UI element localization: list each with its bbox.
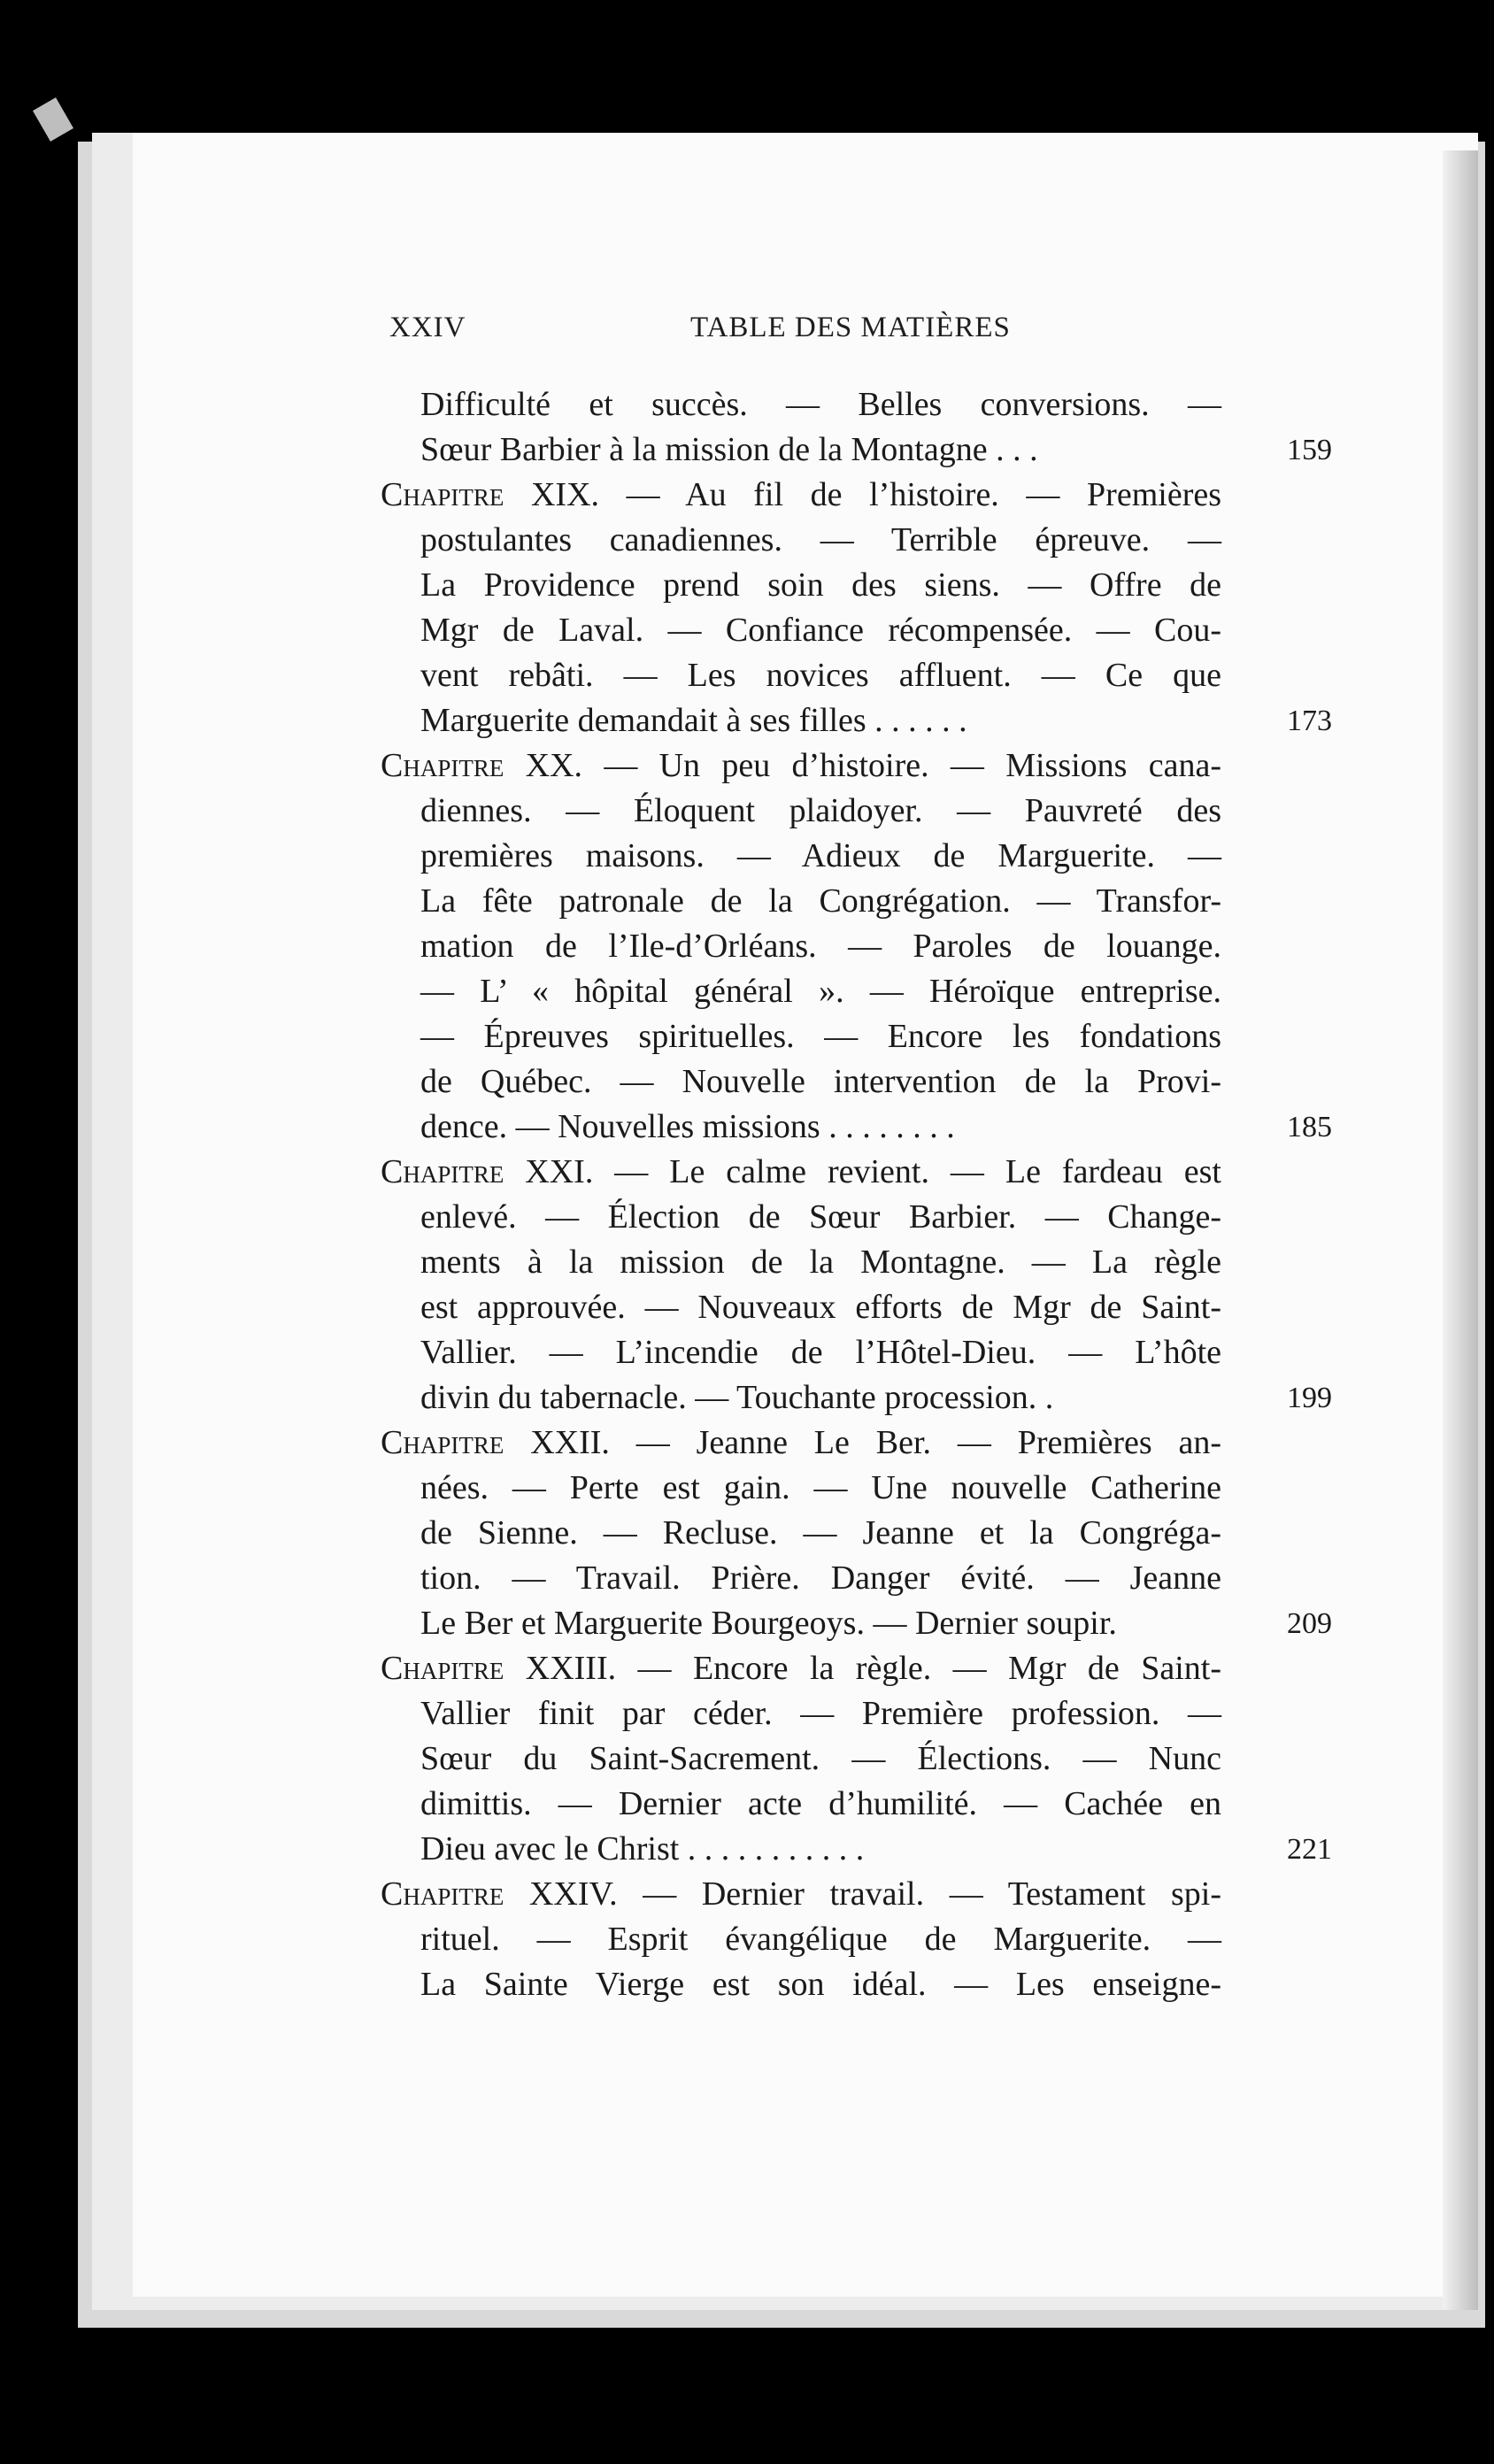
toc-line: [381, 924, 1221, 969]
toc-line: [381, 1375, 1332, 1421]
toc-line: [381, 1782, 1221, 1827]
toc-line-text: [420, 1059, 1221, 1105]
page-shadow: [1443, 150, 1478, 2310]
toc-line: [381, 1962, 1221, 2007]
toc-text: ments à la mission de la Montagne. — La règle: [420, 1244, 1221, 1281]
toc-line: [381, 969, 1221, 1014]
toc-line: [381, 427, 1332, 473]
toc-line: [381, 1105, 1332, 1150]
toc-line-text: [420, 1330, 1221, 1375]
toc-text: Mgr de Laval. — Confiance récompensée. — Cou-: [420, 612, 1221, 649]
toc-line: [381, 382, 1221, 427]
toc-line-text: [420, 1691, 1221, 1736]
chapter-label: Chapitre XXI.: [381, 1153, 594, 1190]
toc-text: Sœur Barbier à la mission de la Montagne . . .: [420, 431, 1038, 468]
toc-line-text: [381, 1872, 1221, 1917]
toc-line: [381, 1556, 1221, 1601]
toc-text: divin du tabernacle. — Touchante procession. .: [420, 1379, 1054, 1416]
toc-line: [381, 1195, 1221, 1240]
scan-mark: [33, 97, 73, 142]
toc-text: premières maisons. — Adieux de Marguerite. —: [420, 837, 1221, 874]
toc-line-text: [420, 1014, 1221, 1059]
toc-chapter-line: [381, 1150, 1221, 1195]
toc-line: [381, 1330, 1221, 1375]
toc-line-text: [420, 1285, 1221, 1330]
toc-text: dence. — Nouvelles missions . . . . . . . .: [420, 1108, 955, 1145]
toc-line: [381, 1059, 1221, 1105]
toc-text: — L’ « hôpital général ». — Héroïque entreprise.: [420, 973, 1221, 1010]
toc-text: — Jeanne Le Ber. — Premières an-: [609, 1424, 1221, 1461]
toc-chapter-line: [381, 743, 1221, 789]
toc-line-text: [381, 1150, 1221, 1195]
toc-line: [381, 1014, 1221, 1059]
toc-line: [381, 1511, 1221, 1556]
toc-line: [381, 1917, 1221, 1962]
chapter-label: Chapitre XXII.: [381, 1424, 610, 1461]
toc-line-text: [420, 1917, 1221, 1962]
toc-line-text: [420, 1240, 1221, 1285]
toc-line: [381, 834, 1221, 879]
toc-line: [381, 653, 1221, 698]
toc-line-text: [420, 1962, 1221, 2007]
toc-line-text: [420, 608, 1221, 653]
toc-text: est approuvée. — Nouveaux efforts de Mgr de Saint-: [420, 1289, 1221, 1326]
toc-text: Vallier. — L’incendie de l’Hôtel-Dieu. — L’hôte: [420, 1334, 1221, 1371]
toc-line: [381, 1736, 1221, 1782]
chapter-label: Chapitre XXIII.: [381, 1650, 617, 1687]
toc-text: tion. — Travail. Prière. Danger évité. — Jeanne: [420, 1559, 1221, 1597]
toc-line: [381, 879, 1221, 924]
toc-text: — Un peu d’histoire. — Missions cana-: [582, 747, 1222, 784]
toc-line: [381, 789, 1221, 834]
toc-text: de Québec. — Nouvelle intervention de la Provi-: [420, 1063, 1221, 1100]
toc-line-text: [381, 1646, 1221, 1691]
toc-line-text: [381, 473, 1221, 518]
toc-line: [381, 1240, 1221, 1285]
toc-text: La Sainte Vierge est son idéal. — Les enseigne-: [420, 1966, 1221, 2003]
toc-text: Difficulté et succès. — Belles conversions. —: [420, 386, 1221, 423]
toc-text: postulantes canadiennes. — Terrible épreuve. —: [420, 521, 1221, 558]
toc-line-text: [420, 1736, 1221, 1782]
toc-text: — Épreuves spirituelles. — Encore les fondations: [420, 1018, 1221, 1055]
toc-line: [381, 518, 1221, 563]
toc-line-text: [420, 924, 1221, 969]
toc-line-text: [420, 1466, 1221, 1511]
toc-text: mation de l’Ile-d’Orléans. — Paroles de louange.: [420, 928, 1221, 965]
page-title: TABLE DES MATIÈRES: [690, 312, 1011, 343]
toc-chapter-line: [381, 1872, 1221, 1917]
toc-text: La fête patronale de la Congrégation. — Transfor-: [420, 882, 1221, 920]
toc-line-text: [420, 427, 1221, 473]
toc-line-text: [420, 653, 1221, 698]
toc-line-text: [420, 563, 1221, 608]
page-number: 221: [1287, 1833, 1332, 1866]
toc-line: [381, 1285, 1221, 1330]
page-number: 159: [1287, 434, 1332, 466]
toc-text: dimittis. — Dernier acte d’humilité. — Cachée en: [420, 1785, 1221, 1822]
folio: XXIV: [389, 312, 466, 343]
toc-text: Vallier finit par céder. — Première profession. —: [420, 1695, 1221, 1732]
toc-text: Sœur du Saint-Sacrement. — Élections. — Nunc: [420, 1740, 1221, 1777]
toc-line-text: [420, 1827, 1221, 1872]
toc-line-text: [420, 1556, 1221, 1601]
toc-line: [381, 698, 1332, 743]
chapter-label: Chapitre XIX.: [381, 476, 600, 513]
toc-text: — Le calme revient. — Le fardeau est: [593, 1153, 1221, 1190]
toc-line: [381, 563, 1221, 608]
table-of-contents: [381, 382, 1332, 2007]
toc-text: — Dernier travail. — Testament spi-: [617, 1875, 1221, 1913]
toc-chapter-line: [381, 473, 1221, 518]
running-head: [389, 312, 1221, 356]
page-number: 209: [1287, 1607, 1332, 1640]
toc-line: [381, 1827, 1332, 1872]
toc-text: Dieu avec le Christ . . . . . . . . . . .: [420, 1830, 865, 1867]
toc-line-text: [420, 518, 1221, 563]
toc-text: de Sienne. — Recluse. — Jeanne et la Congréga-: [420, 1514, 1221, 1552]
toc-line-text: [420, 1511, 1221, 1556]
toc-line: [381, 1466, 1221, 1511]
toc-text: rituel. — Esprit évangélique de Marguerite. —: [420, 1921, 1221, 1958]
chapter-label: Chapitre XX.: [381, 747, 583, 784]
toc-line-text: [420, 698, 1221, 743]
toc-text: — Encore la règle. — Mgr de Saint-: [616, 1650, 1221, 1687]
toc-text: vent rebâti. — Les novices affluent. — Ce que: [420, 657, 1221, 694]
toc-text: Marguerite demandait à ses filles . . . . . .: [420, 702, 967, 739]
toc-line: [381, 1691, 1221, 1736]
toc-text: diennes. — Éloquent plaidoyer. — Pauvreté des: [420, 792, 1221, 829]
toc-text: Le Ber et Marguerite Bourgeoys. — Dernier soupir.: [420, 1605, 1117, 1642]
toc-text: La Providence prend soin des siens. — Offre de: [420, 566, 1221, 604]
page-number: 185: [1287, 1111, 1332, 1143]
toc-line-text: [420, 1195, 1221, 1240]
toc-line-text: [381, 1421, 1221, 1466]
toc-line-text: [420, 969, 1221, 1014]
toc-line-text: [420, 1782, 1221, 1827]
toc-line-text: [420, 1105, 1221, 1150]
page-number: 173: [1287, 705, 1332, 737]
toc-line-text: [381, 743, 1221, 789]
chapter-label: Chapitre XXIV.: [381, 1875, 618, 1913]
toc-text: enlevé. — Élection de Sœur Barbier. — Change-: [420, 1198, 1221, 1236]
toc-line: [381, 608, 1221, 653]
toc-chapter-line: [381, 1646, 1221, 1691]
page-number: 199: [1287, 1382, 1332, 1414]
toc-line: [381, 1601, 1332, 1646]
toc-line-text: [420, 1601, 1221, 1646]
toc-line-text: [420, 789, 1221, 834]
toc-line-text: [420, 1375, 1221, 1421]
toc-text: — Au fil de l’histoire. — Premières: [599, 476, 1221, 513]
toc-line-text: [420, 879, 1221, 924]
toc-line-text: [420, 382, 1221, 427]
toc-chapter-line: [381, 1421, 1221, 1466]
toc-line-text: [420, 834, 1221, 879]
toc-text: nées. — Perte est gain. — Une nouvelle Catherine: [420, 1469, 1221, 1506]
